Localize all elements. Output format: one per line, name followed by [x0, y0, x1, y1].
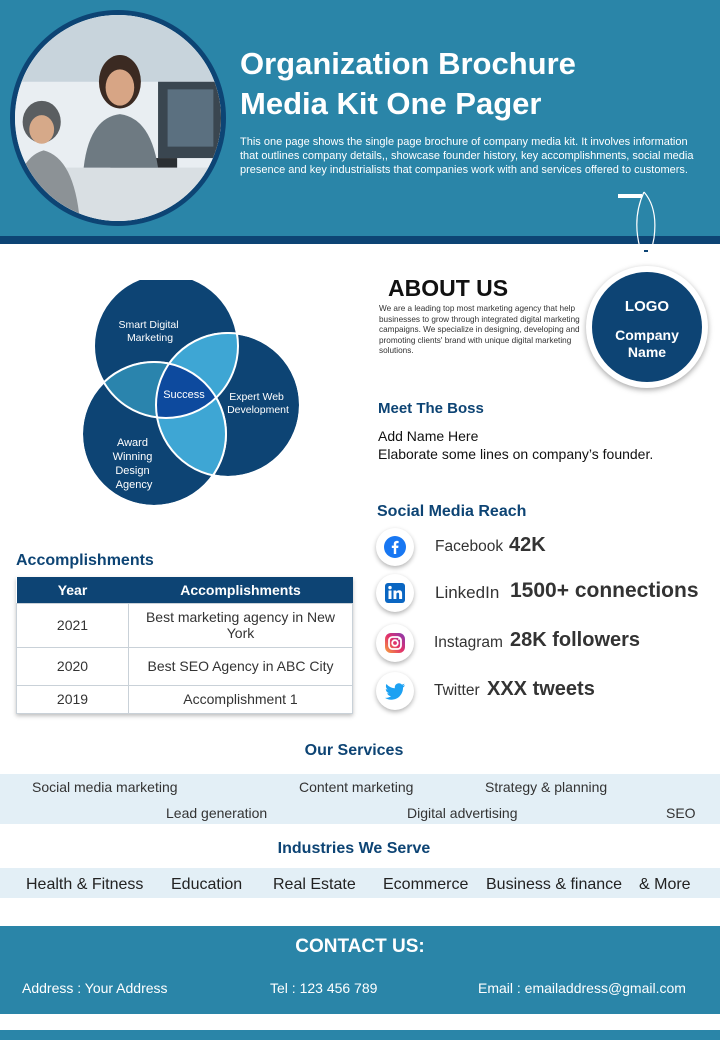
industry-item: Business & finance [486, 876, 623, 893]
venn-diagram [78, 280, 308, 512]
service-item: SEO [666, 805, 696, 821]
service-item: Social media marketing [32, 779, 178, 795]
services-title: Our Services [304, 742, 404, 759]
contact-title: CONTACT US: [295, 936, 425, 957]
footer-stripe [0, 1030, 720, 1040]
industry-item: Education [171, 876, 243, 893]
table-header-row [17, 577, 353, 603]
boss-title: Meet The Boss [378, 400, 484, 417]
social-name: Instagram [434, 634, 503, 651]
boss-name: Add Name Here [378, 428, 479, 444]
industry-item: Real Estate [273, 876, 356, 893]
contact-phone[interactable]: Tel : 123 456 789 [270, 980, 378, 996]
social-value: XXX tweets [487, 678, 595, 700]
company-logo-tag [586, 266, 708, 388]
svg-text:Expert Web Development [227, 391, 289, 416]
table-row [17, 647, 353, 685]
service-item: Digital advertising [407, 805, 518, 821]
twitter-icon [376, 672, 414, 710]
industry-item: & More [639, 876, 691, 893]
social-item-linkedin [372, 574, 712, 618]
social-value: 42K [509, 534, 546, 556]
venn-center-label: Success [163, 389, 205, 401]
accomplishment-cell: Best SEO Agency in ABC City [129, 647, 353, 685]
venn-left-label-4: Agency [115, 479, 153, 491]
year-cell: 2020 [17, 647, 129, 685]
logo-label: LOGO [624, 298, 670, 315]
title-line-1: Organization Brochure [240, 46, 576, 81]
service-item: Lead generation [166, 805, 268, 821]
venn-top-label-1: Smart Digital [118, 319, 179, 331]
about-title: ABOUT US [388, 275, 509, 301]
industries-title: Industries We Serve [277, 840, 431, 857]
social-item-facebook [372, 528, 712, 572]
year-cell: 2019 [17, 685, 129, 713]
page-description: This one page shows the single page brochure of company media kit. It involves information that outlines company details,, showcase founder history, key accomplishments, social media presence and key industrialists that companies work with and services offered to customers. [240, 136, 694, 176]
boss-description: Elaborate some lines on company’s founder. [378, 446, 654, 462]
page-title [240, 44, 700, 124]
service-item: Strategy & planning [485, 779, 608, 795]
year-cell: 2021 [17, 603, 129, 647]
column-header-year: Year [17, 577, 129, 603]
accomplishment-cell: Best marketing agency in New York [129, 603, 353, 647]
linkedin-icon [376, 574, 414, 612]
contact-email[interactable]: Email : emailaddress@gmail.com [478, 980, 686, 996]
social-name: LinkedIn [435, 583, 500, 602]
venn-top-label-2: Marketing [126, 332, 174, 344]
social-name: Twitter [434, 682, 480, 699]
industry-item: Health & Fitness [26, 876, 144, 893]
venn-right-label-1: Expert Web [229, 391, 284, 403]
venn-left-label-1: Award [116, 437, 148, 449]
social-item-instagram [372, 624, 712, 668]
company-name: Company Name [615, 327, 679, 360]
social-value: 28K followers [510, 629, 641, 651]
industry-item: Ecommerce [383, 876, 469, 893]
contact-section [0, 926, 720, 1014]
venn-left-label-3: Design [115, 465, 150, 477]
team-photo [10, 10, 226, 226]
social-item-twitter [372, 672, 712, 716]
title-line-2: Media Kit One Pager [240, 86, 542, 121]
column-header-accomplishments: Accomplishments [129, 577, 353, 603]
svg-text:Smart Digital Marketing [118, 319, 181, 344]
facebook-icon [376, 528, 414, 566]
accomplishments-table [16, 577, 353, 714]
contact-address: Address : Your Address [22, 980, 168, 996]
about-text: We are a leading top most marketing agency that help businesses to grow through integrated digital marketing campaigns. We specialize in designing, developing and promoting clients' brand with unique digital marketing solutions. [379, 304, 580, 356]
social-title: Social Media Reach [377, 503, 527, 520]
accomplishment-cell: Accomplishment 1 [129, 685, 353, 713]
logo-circle [592, 272, 702, 382]
social-name: Facebook [435, 538, 504, 555]
social-value: 1500+ connections [510, 579, 699, 602]
venn-left-label-2: Winning [112, 451, 153, 463]
accomplishments-title: Accomplishments [16, 552, 154, 569]
table-row [17, 685, 353, 713]
service-item: Content marketing [299, 779, 414, 795]
venn-right-label-2: Development [227, 404, 289, 416]
instagram-icon [376, 624, 414, 662]
table-row [17, 603, 353, 647]
